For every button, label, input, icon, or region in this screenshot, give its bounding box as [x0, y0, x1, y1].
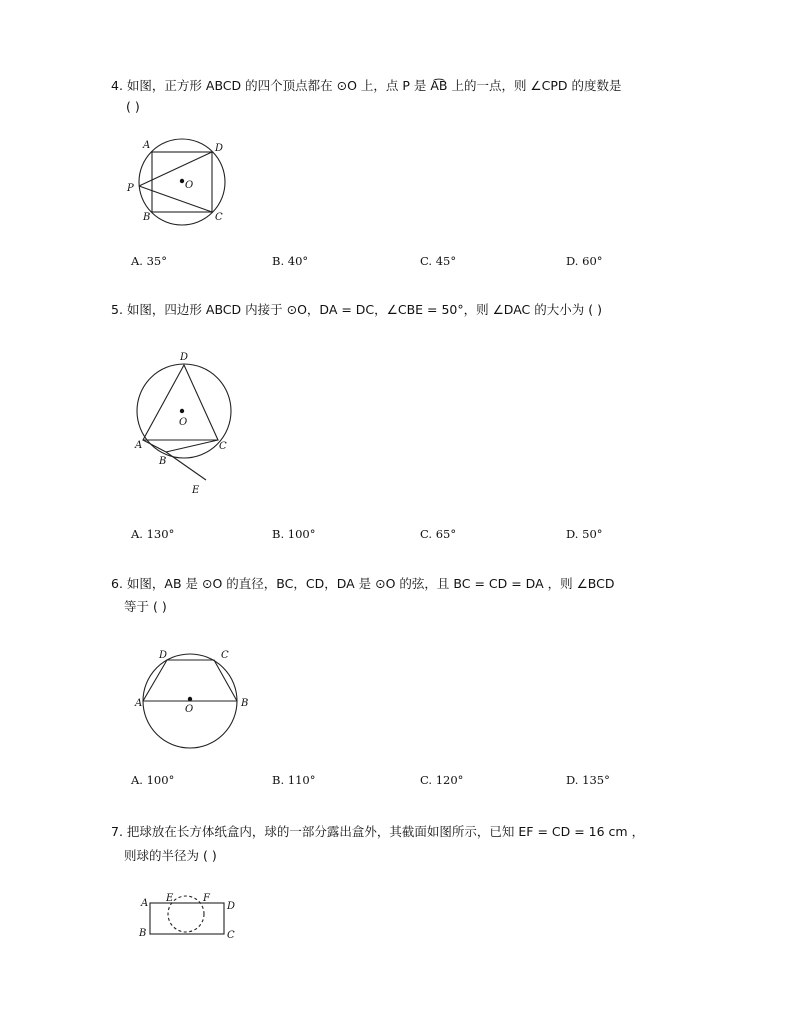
question-number: 5. — [111, 302, 123, 317]
label-a: A — [135, 698, 143, 709]
label-d: D — [180, 352, 189, 363]
segment-ab — [143, 440, 166, 452]
question-6-stem — [111, 574, 614, 594]
triangle-dac — [143, 365, 218, 440]
label-a: A — [135, 440, 143, 451]
option-d[interactable]: D. 60° — [566, 254, 603, 268]
center-point — [180, 409, 184, 413]
option-c[interactable]: C. 65° — [420, 527, 457, 541]
question-6-figure — [132, 640, 256, 750]
option-b[interactable]: B. 40° — [272, 254, 309, 268]
ray-be — [166, 452, 206, 480]
question-4-figure — [122, 134, 234, 230]
question-number: 4. — [111, 78, 123, 93]
label-b: B — [159, 456, 167, 467]
question-7-continuation: 则球的半径为 ( ) — [124, 848, 217, 863]
question-text: 把球放在长方体纸盒内，球的一部分露出盒外，其截面如图所示，已知 EF = CD = 16 cm ， — [126, 824, 645, 839]
label-b: B — [139, 928, 147, 939]
segment-pd — [139, 152, 212, 186]
label-c: C — [219, 441, 227, 452]
option-b[interactable]: B. 100° — [272, 527, 316, 541]
label-d: D — [215, 143, 224, 154]
box-section — [150, 903, 224, 934]
label-c: C — [227, 930, 235, 941]
label-c: C — [215, 212, 223, 223]
label-d: D — [159, 650, 168, 661]
label-o: O — [185, 704, 194, 715]
question-number: 7. — [111, 824, 123, 839]
ball-section — [168, 896, 204, 932]
center-point — [180, 179, 184, 183]
question-number: 6. — [111, 576, 123, 591]
label-b: B — [143, 212, 151, 223]
question-5-figure — [130, 348, 240, 498]
label-o: O — [179, 417, 188, 428]
label-f: F — [203, 893, 210, 904]
label-a: A — [141, 898, 149, 909]
question-5-stem — [111, 300, 602, 320]
question-7-figure — [134, 890, 244, 944]
option-a[interactable]: A. 35° — [131, 254, 167, 268]
option-b[interactable]: B. 110° — [272, 773, 316, 787]
option-a[interactable]: A. 130° — [131, 527, 175, 541]
option-c[interactable]: C. 120° — [420, 773, 464, 787]
label-c: C — [221, 650, 229, 661]
label-a: A — [143, 140, 151, 151]
label-o: O — [185, 180, 194, 191]
center-point — [188, 697, 192, 701]
option-a[interactable]: A. 100° — [131, 773, 175, 787]
question-6-continuation: 等于 ( ) — [124, 599, 167, 614]
label-e: E — [166, 893, 174, 904]
label-d: D — [227, 901, 236, 912]
option-d[interactable]: D. 50° — [566, 527, 603, 541]
segment-pc — [139, 186, 212, 212]
question-7-stem — [111, 822, 644, 842]
question-text: 如图，正方形 ABCD 的四个顶点都在 ⊙O 上，点 P 是 A͡B 上的一点，则 ∠CPD 的度数是 — [126, 78, 622, 93]
question-text: 如图，AB 是 ⊙O 的直径，BC，CD，DA 是 ⊙O 的弦，且 BC = CD = DA ，则 ∠BCD — [126, 576, 615, 591]
label-e: E — [192, 485, 200, 496]
option-d[interactable]: D. 135° — [566, 773, 610, 787]
label-b: B — [241, 698, 249, 709]
question-text: 如图，四边形 ABCD 内接于 ⊙O，DA = DC，∠CBE = 50°，则 ∠DAC 的大小为 ( ) — [126, 302, 602, 317]
chords-adcb — [143, 660, 237, 701]
question-4-stem — [111, 76, 622, 96]
option-c[interactable]: C. 45° — [420, 254, 457, 268]
question-4-blank: ( ) — [126, 99, 140, 114]
label-p: P — [127, 183, 134, 194]
